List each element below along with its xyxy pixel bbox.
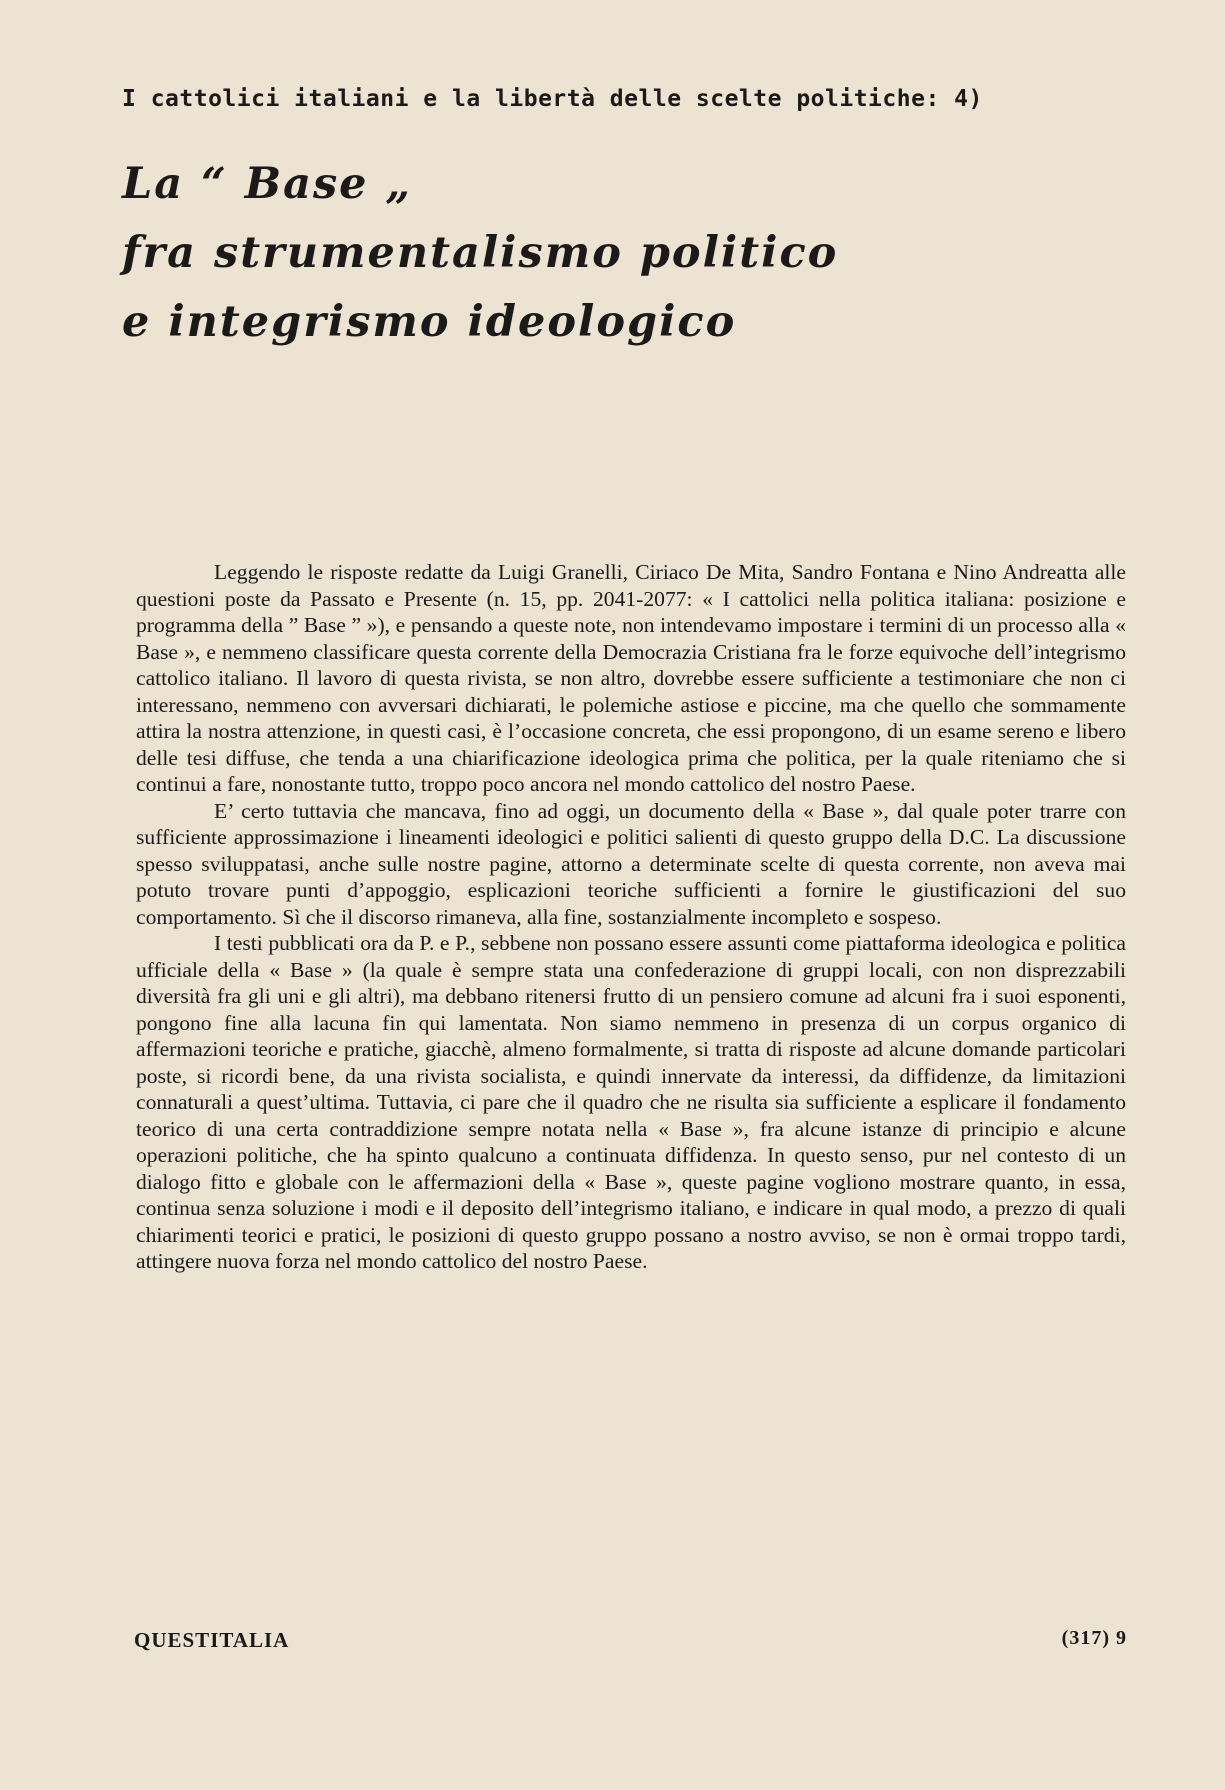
series-heading: I cattolici italiani e la libertà delle scelte politiche: 4) bbox=[122, 86, 983, 112]
article-body bbox=[136, 559, 1126, 1275]
journal-name: QUESTITALIA bbox=[134, 1628, 290, 1652]
title-line-3: e integrismo ideologico bbox=[122, 297, 737, 347]
title-line-1: La “ Base „ bbox=[122, 159, 413, 209]
paragraph-3: I testi pubblicati ora da P. e P., sebbene non possano essere assunti come piattaforma ideologica e politica ufficiale della « Base » (la quale è sempre stata una confederazione di gruppi locali, con non disprezzabili diversità fra gli uni e gli altri), ma debbano ritenersi frutto di un pensiero comune ad alcuni fra i suoi esponenti, pongono fine alla lacuna fin qui lamentata. Non siamo nemmeno in presenza di un corpus organico di affermazioni teoriche e pratiche, giacchè, almeno formalmente, si tratta di risposte ad alcune domande particolari poste, si ricordi bene, da una rivista socialista, e quindi innervate da interessi, da diffidenze, da limitazioni connaturali a quest’ultima. Tuttavia, ci pare che il quadro che ne risulta sia sufficiente a esplicare il fondamento teorico di una certa contraddizione sempre notata nella « Base », fra alcune istanze di principio e alcune operazioni politiche, che ha spinto qualcuno a continuata diffidenza. In questo senso, pur nel contesto di un dialogo fitto e globale con le affermazioni della « Base », queste pagine vogliono mostrare quanto, in essa, continua senza soluzione i modi e il deposito dell’integrismo italiano, e indicare in qual modo, a prezzo di quali chiarimenti teorici e pratici, le posizioni di questo gruppo possano a nostro avviso, se non è ormai troppo tardi, attingere nuova forza nel mondo cattolico del nostro Paese. bbox=[136, 931, 1126, 1273]
article-title bbox=[122, 150, 1022, 357]
title-line-2: fra strumentalismo politico bbox=[122, 228, 839, 278]
page-number: (317) 9 bbox=[1061, 1627, 1127, 1649]
paragraph-2: E’ certo tuttavia che mancava, fino ad oggi, un documento della « Base », dal quale poter trarre con sufficiente approssimazione i lineamenti ideologici e politici salienti di questo gruppo della D.C. La discussione spesso sviluppatasi, anche sulle nostre pagine, attorno a determinate scelte di questa corrente, non aveva mai potuto trovare punti d’appoggio, esplicazioni teoriche sufficienti a fornire le giustificazioni del suo comportamento. Sì che il discorso rimaneva, alla fine, sostanzialmente incompleto e sospeso. bbox=[136, 798, 1126, 929]
paragraph-1: Leggendo le risposte redatte da Luigi Granelli, Ciriaco De Mita, Sandro Fontana e Nino Andreatta alle questioni poste da Passato e Presente (n. 15, pp. 2041-2077: « I cattolici nella politica italiana: posizione e programma della ” Base ” »), e pensando a queste note, non intendevamo impostare i termini di un processo alla « Base », e nemmeno classificare questa corrente della Democrazia Cristiana fra le forze equivoche dell’integrismo cattolico italiano. Il lavoro di questa rivista, se non altro, dovrebbe essere sufficiente a testimoniare che non ci interessano, nemmeno con avversari dichiarati, le polemiche astiose e piccine, ma che quello che sommamente attira la nostra attenzione, in questi casi, è l’occasione concreta, che essi propongono, di un esame sereno e libero delle tesi diffuse, che tenda a una chiarificazione ideologica prima che politica, per la quale riteniamo che si continui a fare, nonostante tutto, troppo poco ancora nel mondo cattolico del nostro Paese. bbox=[136, 560, 1126, 796]
